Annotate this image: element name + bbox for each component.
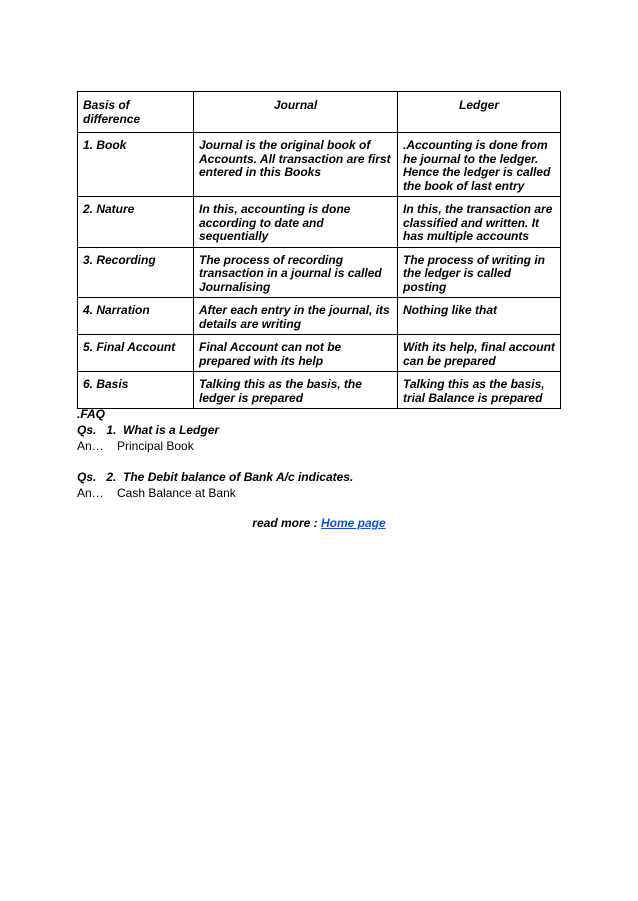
header-basis: Basis of difference (78, 92, 194, 133)
cell-basis: 1. Book (78, 133, 194, 197)
table-row (78, 372, 561, 409)
faq-question-2: Qs. 2. The Debit balance of Bank A/c indicates. (77, 470, 354, 484)
header-ledger: Ledger (398, 92, 561, 133)
cell-ledger: The process of writing in the ledger is called posting (398, 247, 561, 298)
cell-ledger: Nothing like that (398, 298, 561, 335)
table-row (78, 197, 561, 248)
faq-heading: .FAQ (77, 407, 106, 421)
cell-basis: 3. Recording (78, 247, 194, 298)
table-header-row (78, 92, 561, 133)
cell-ledger: Talking this as the basis, trial Balance is prepared (398, 372, 561, 409)
cell-journal: The process of recording transaction in a journal is called Journalising (194, 247, 398, 298)
read-more-label: read more : (252, 516, 321, 530)
cell-journal: In this, accounting is done according to date and sequentially (194, 197, 398, 248)
table-row (78, 247, 561, 298)
cell-journal: After each entry in the journal, its details are writing (194, 298, 398, 335)
cell-ledger: With its help, final account can be prepared (398, 335, 561, 372)
cell-basis: 2. Nature (78, 197, 194, 248)
faq-question-1: Qs. 1. What is a Ledger (77, 423, 220, 437)
cell-ledger: .Accounting is done from he journal to the ledger. Hence the ledger is called the book of last entry (398, 133, 561, 197)
cell-ledger: In this, the transaction are classified and written. It has multiple accounts (398, 197, 561, 248)
table-row (78, 133, 561, 197)
table-row (78, 298, 561, 335)
faq-answer-1: An… Principal Book (77, 439, 194, 453)
cell-basis: 6. Basis (78, 372, 194, 409)
cell-journal: Journal is the original book of Accounts. All transaction are first entered in this Books (194, 133, 398, 197)
header-journal: Journal (194, 92, 398, 133)
cell-journal: Final Account can not be prepared with its help (194, 335, 398, 372)
faq-spacer (77, 454, 557, 469)
home-page-link[interactable]: Home page (321, 516, 386, 530)
read-more-line (0, 516, 638, 530)
faq-section (77, 406, 557, 501)
cell-journal: Talking this as the basis, the ledger is prepared (194, 372, 398, 409)
cell-basis: 5. Final Account (78, 335, 194, 372)
faq-answer-2: An… Cash Balance at Bank (77, 486, 236, 500)
journal-vs-ledger-table (77, 91, 561, 409)
table-row (78, 335, 561, 372)
cell-basis: 4. Narration (78, 298, 194, 335)
